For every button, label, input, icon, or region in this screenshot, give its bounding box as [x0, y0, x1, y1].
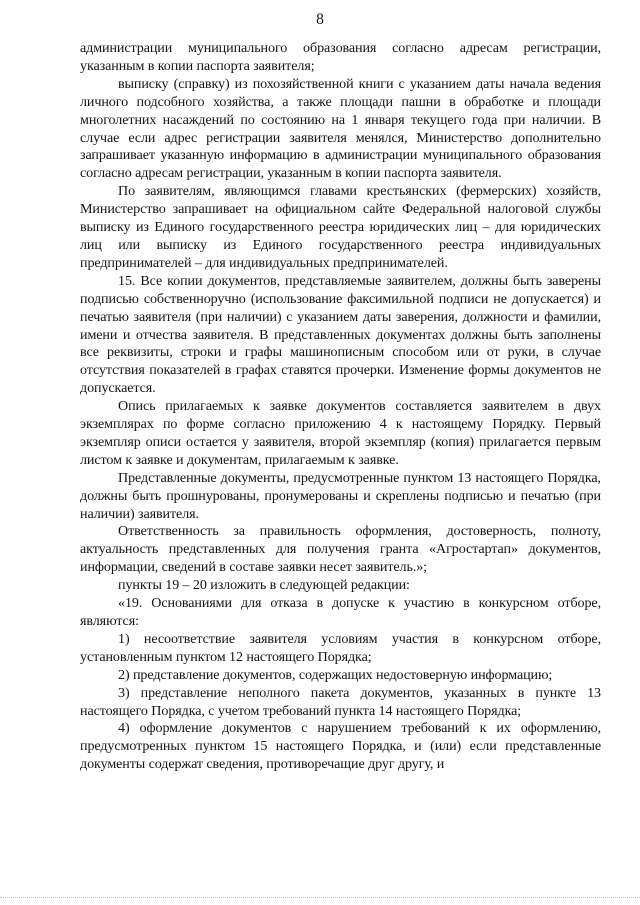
paragraph-6: Представленные документы, предусмотренные пунктом 13 настоящего Порядка, должны быть прошнурованы, пронумерованы и скреплены подписью и печатью (при наличии) заявителя.: [80, 469, 601, 522]
document-body: [80, 40, 601, 774]
paragraph-2: выписку (справку) из похозяйственной книги с указанием даты начала ведения личного подсобного хозяйства, а также площади пашни в обработке и площади многолетних насаждений по состоянию на 1 января текущего года при наличии. В случае если адрес регистрации заявителя менялся, Министерство дополнительно запрашивает указанную информацию в администрации муниципального образования согласно адресам регистрации, указанным в копии паспорта заявителя.: [80, 75, 601, 182]
paragraph-13: 4) оформление документов с нарушением требований к их оформлению, предусмотренных пунктом 15 настоящего Порядка, и (или) если представленные документы содержат сведения, противоречащие друг другу, и: [80, 720, 601, 773]
paragraph-5: Опись прилагаемых к заявке документов составляется заявителем в двух экземплярах по форме согласно приложению 4 к настоящему Порядку. Первый экземпляр описи остается у заявителя, второй экземпляр (копия) прилагается первым листом к заявке и документам, прилагаемым к заявке.: [80, 398, 601, 468]
paragraph-3: По заявителям, являющимся главами крестьянских (фермерских) хозяйств, Министерство запрашивает на официальном сайте Федеральной налоговой службы выписку из Единого государственного реестра юридических лиц – для юридических лиц или выписку из Единого государственного реестра индивидуальных предпринимателей – для индивидуальных предпринимателей.: [80, 183, 601, 271]
paragraph-11: 2) представление документов, содержащих недостоверную информацию;: [118, 666, 553, 683]
paragraph-8: пункты 19 – 20 изложить в следующей редакции:: [118, 577, 410, 594]
paragraph-12: 3) представление неполного пакета документов, указанных в пункте 13 настоящего Порядка, с учетом требований пункта 14 настоящего Порядка;: [80, 684, 601, 719]
paragraph-4: 15. Все копии документов, представляемые заявителем, должны быть заверены подписью собственноручно (использование факсимильной подписи не допускается) и печатью заявителя (при наличии) с указанием даты заверения, должности и фамилии, имени и отчества заявителя. В представленных документах должны быть заполнены все реквизиты, строки и графы машинописным способом или от руки, в случае отсутствия показателей в графах ставятся прочерки. Изменение формы документов не допускается.: [80, 272, 601, 397]
paragraph-10: 1) несоответствие заявителя условиям участия в конкурсном отборе, установленным пунктом 12 настоящего Порядка;: [80, 630, 601, 665]
page-number: 8: [316, 11, 324, 28]
page-bottom-rule: [0, 897, 640, 898]
paragraph-9: «19. Основаниями для отказа в допуске к участию в конкурсном отборе, являются:: [80, 595, 601, 629]
paragraph-1: администрации муниципального образования согласно адресам регистрации, указанным в копии паспорта заявителя;: [80, 40, 601, 74]
paragraph-7: Ответственность за правильность оформления, достоверность, полноту, актуальность представленных для получения гранта «Агростартап» документов, информации, сведений в составе заявки несет заявитель.»;: [80, 523, 601, 576]
